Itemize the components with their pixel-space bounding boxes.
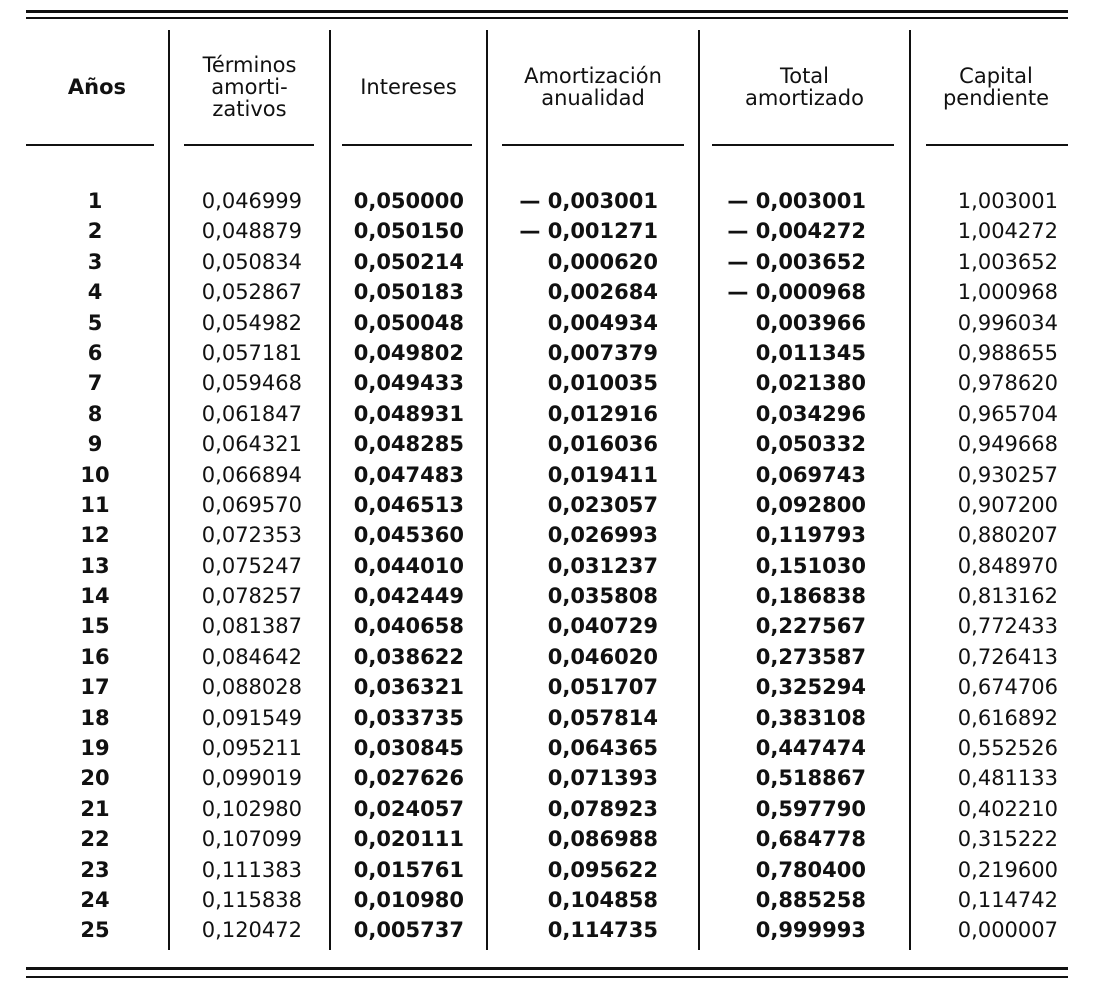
cell-terms: 0,078257	[201, 584, 302, 609]
cell-amortization: 0,035808	[547, 584, 658, 609]
header-capital: Capital pendiente	[942, 64, 1050, 110]
cell-capital: 0,772433	[957, 614, 1058, 639]
cell-capital: 0,988655	[957, 340, 1058, 365]
cell-amortization: 0,010035	[547, 371, 658, 396]
cell-interest: 0,050000	[353, 189, 464, 213]
cell-amortization: 0,012916	[547, 401, 658, 426]
cell-years: 11	[80, 492, 110, 517]
cell-years: 16	[80, 644, 110, 669]
cell-interest: 0,045360	[353, 523, 464, 548]
cell-years: 1	[87, 189, 103, 213]
cell-total: 0,151030	[755, 553, 866, 578]
cell-years: 6	[87, 340, 103, 365]
cell-interest: 0,015761	[353, 857, 464, 882]
cell-interest: 0,042449	[353, 584, 464, 609]
cell-amortization: 0,057814	[547, 705, 658, 730]
cell-total: 0,021380	[755, 371, 866, 396]
cell-total: 0,325294	[755, 675, 866, 700]
cell-total: 0,383108	[755, 705, 866, 730]
cell-capital: 0,813162	[957, 584, 1058, 609]
cell-years: 3	[87, 249, 103, 274]
cell-interest: 0,033735	[353, 705, 464, 730]
cell-capital: 1,004272	[957, 219, 1058, 244]
cell-interest: 0,038622	[353, 644, 464, 669]
header-amortization: Amortización anualidad	[524, 64, 662, 110]
header-underline	[712, 144, 894, 146]
cell-terms: 0,072353	[201, 523, 302, 548]
cell-capital: 0,402210	[957, 796, 1058, 821]
cell-years: 23	[80, 857, 110, 882]
cell-interest: 0,010980	[353, 887, 464, 912]
cell-total: 0,069743	[755, 462, 866, 487]
cell-total: 0,003966	[755, 310, 866, 335]
cell-terms: 0,054982	[201, 310, 302, 335]
cell-terms: 0,091549	[201, 705, 302, 730]
cell-interest: 0,020111	[353, 827, 464, 852]
cell-total: — 0,000968	[727, 280, 866, 305]
cell-total: 0,273587	[755, 644, 866, 669]
top-rule	[26, 10, 1068, 13]
header-underline	[342, 144, 472, 146]
column-separator	[329, 30, 331, 950]
cell-total: 0,011345	[755, 340, 866, 365]
cell-interest: 0,048931	[353, 401, 464, 426]
cell-total: 0,999993	[755, 918, 866, 943]
cell-interest: 0,040658	[353, 614, 464, 639]
bottom-rule	[26, 967, 1068, 970]
cell-total: 0,050332	[755, 432, 866, 457]
cell-terms: 0,057181	[201, 340, 302, 365]
cell-amortization: 0,016036	[547, 432, 658, 457]
cell-interest: 0,050048	[353, 310, 464, 335]
cell-years: 19	[80, 736, 110, 761]
cell-capital: 0,965704	[957, 401, 1058, 426]
cell-amortization: — 0,001271	[519, 219, 658, 244]
cell-years: 2	[87, 219, 103, 244]
cell-terms: 0,107099	[201, 827, 302, 852]
cell-amortization: 0,004934	[547, 310, 658, 335]
cell-terms: 0,111383	[201, 857, 302, 882]
column-terms	[176, 186, 302, 946]
cell-capital: 0,674706	[957, 675, 1058, 700]
cell-total: 0,227567	[755, 614, 866, 639]
cell-total: 0,885258	[755, 887, 866, 912]
cell-terms: 0,059468	[201, 371, 302, 396]
cell-capital: 1,003001	[957, 189, 1058, 213]
cell-interest: 0,027626	[353, 766, 464, 791]
cell-amortization: 0,002684	[547, 280, 658, 305]
column-separator	[698, 30, 700, 950]
cell-interest: 0,044010	[353, 553, 464, 578]
cell-total: — 0,003652	[727, 249, 866, 274]
cell-capital: 0,114742	[957, 887, 1058, 912]
header-underline	[26, 144, 154, 146]
cell-amortization: — 0,003001	[519, 189, 658, 213]
cell-terms: 0,075247	[201, 553, 302, 578]
cell-terms: 0,102980	[201, 796, 302, 821]
cell-terms: 0,115838	[201, 887, 302, 912]
header-terms: Términos amorti- zativos	[202, 53, 297, 121]
cell-capital: 0,907200	[957, 492, 1058, 517]
cell-interest: 0,024057	[353, 796, 464, 821]
cell-terms: 0,066894	[201, 462, 302, 487]
cell-terms: 0,050834	[201, 249, 302, 274]
cell-terms: 0,081387	[201, 614, 302, 639]
header-interest: Intereses	[360, 75, 457, 99]
cell-total: 0,034296	[755, 401, 866, 426]
column-capital	[918, 186, 1058, 946]
cell-interest: 0,047483	[353, 462, 464, 487]
header-underline	[184, 144, 314, 146]
column-years	[60, 186, 130, 946]
cell-terms: 0,052867	[201, 280, 302, 305]
cell-capital: 0,996034	[957, 310, 1058, 335]
cell-capital: 0,481133	[957, 766, 1058, 791]
cell-years: 10	[80, 462, 110, 487]
cell-capital: 0,978620	[957, 371, 1058, 396]
cell-amortization: 0,095622	[547, 857, 658, 882]
cell-interest: 0,050214	[353, 249, 464, 274]
cell-total: 0,119793	[755, 523, 866, 548]
cell-interest: 0,030845	[353, 736, 464, 761]
cell-years: 5	[87, 310, 103, 335]
cell-amortization: 0,046020	[547, 644, 658, 669]
cell-amortization: 0,040729	[547, 614, 658, 639]
cell-total: 0,092800	[755, 492, 866, 517]
cell-years: 17	[80, 675, 110, 700]
cell-years: 21	[80, 796, 110, 821]
cell-years: 24	[80, 887, 110, 912]
cell-terms: 0,099019	[201, 766, 302, 791]
cell-capital: 0,616892	[957, 705, 1058, 730]
cell-terms: 0,061847	[201, 401, 302, 426]
cell-years: 18	[80, 705, 110, 730]
cell-capital: 0,552526	[957, 736, 1058, 761]
cell-interest: 0,036321	[353, 675, 464, 700]
cell-total: 0,684778	[755, 827, 866, 852]
cell-amortization: 0,078923	[547, 796, 658, 821]
cell-years: 8	[87, 401, 103, 426]
cell-terms: 0,088028	[201, 675, 302, 700]
cell-interest: 0,050183	[353, 280, 464, 305]
cell-amortization: 0,086988	[547, 827, 658, 852]
cell-years: 25	[80, 918, 110, 943]
cell-years: 13	[80, 553, 110, 578]
column-separator	[486, 30, 488, 950]
cell-years: 20	[80, 766, 110, 791]
cell-years: 7	[87, 371, 103, 396]
cell-capital: 0,726413	[957, 644, 1058, 669]
top-rule-thin	[26, 17, 1068, 19]
cell-total: 0,597790	[755, 796, 866, 821]
cell-years: 9	[87, 432, 103, 457]
cell-years: 12	[80, 523, 110, 548]
cell-amortization: 0,019411	[547, 462, 658, 487]
cell-amortization: 0,023057	[547, 492, 658, 517]
cell-terms: 0,069570	[201, 492, 302, 517]
cell-amortization: 0,071393	[547, 766, 658, 791]
cell-capital: 0,219600	[957, 857, 1058, 882]
cell-terms: 0,120472	[201, 918, 302, 943]
cell-capital: 0,930257	[957, 462, 1058, 487]
cell-total: — 0,003001	[727, 189, 866, 213]
cell-total: 0,780400	[755, 857, 866, 882]
column-separator	[909, 30, 911, 950]
cell-interest: 0,046513	[353, 492, 464, 517]
cell-amortization: 0,007379	[547, 340, 658, 365]
cell-total: 0,186838	[755, 584, 866, 609]
cell-capital: 0,949668	[957, 432, 1058, 457]
cell-years: 14	[80, 584, 110, 609]
column-amortization	[496, 186, 658, 946]
cell-amortization: 0,000620	[547, 249, 658, 274]
column-interest	[336, 186, 464, 946]
cell-total: 0,447474	[755, 736, 866, 761]
cell-capital: 1,003652	[957, 249, 1058, 274]
cell-amortization: 0,031237	[547, 553, 658, 578]
cell-terms: 0,046999	[201, 189, 302, 213]
cell-capital: 0,315222	[957, 827, 1058, 852]
cell-years: 4	[87, 280, 103, 305]
cell-terms: 0,064321	[201, 432, 302, 457]
header-underline	[502, 144, 684, 146]
header-years: Años	[67, 75, 127, 99]
cell-interest: 0,049433	[353, 371, 464, 396]
cell-capital: 1,000968	[957, 280, 1058, 305]
cell-terms: 0,048879	[201, 219, 302, 244]
column-separator	[168, 30, 170, 950]
column-total	[706, 186, 866, 946]
cell-interest: 0,005737	[353, 918, 464, 943]
cell-interest: 0,049802	[353, 340, 464, 365]
cell-terms: 0,084642	[201, 644, 302, 669]
cell-interest: 0,048285	[353, 432, 464, 457]
cell-amortization: 0,051707	[547, 675, 658, 700]
cell-capital: 0,000007	[957, 918, 1058, 943]
cell-years: 22	[80, 827, 110, 852]
cell-years: 15	[80, 614, 110, 639]
cell-total: — 0,004272	[727, 219, 866, 244]
cell-interest: 0,050150	[353, 219, 464, 244]
cell-amortization: 0,064365	[547, 736, 658, 761]
cell-terms: 0,095211	[201, 736, 302, 761]
header-total: Total amortizado	[745, 64, 864, 110]
cell-amortization: 0,114735	[547, 918, 658, 943]
cell-amortization: 0,104858	[547, 887, 658, 912]
bottom-rule-thin	[26, 976, 1068, 978]
header-underline	[926, 144, 1068, 146]
cell-capital: 0,880207	[957, 523, 1058, 548]
cell-capital: 0,848970	[957, 553, 1058, 578]
cell-amortization: 0,026993	[547, 523, 658, 548]
cell-total: 0,518867	[755, 766, 866, 791]
